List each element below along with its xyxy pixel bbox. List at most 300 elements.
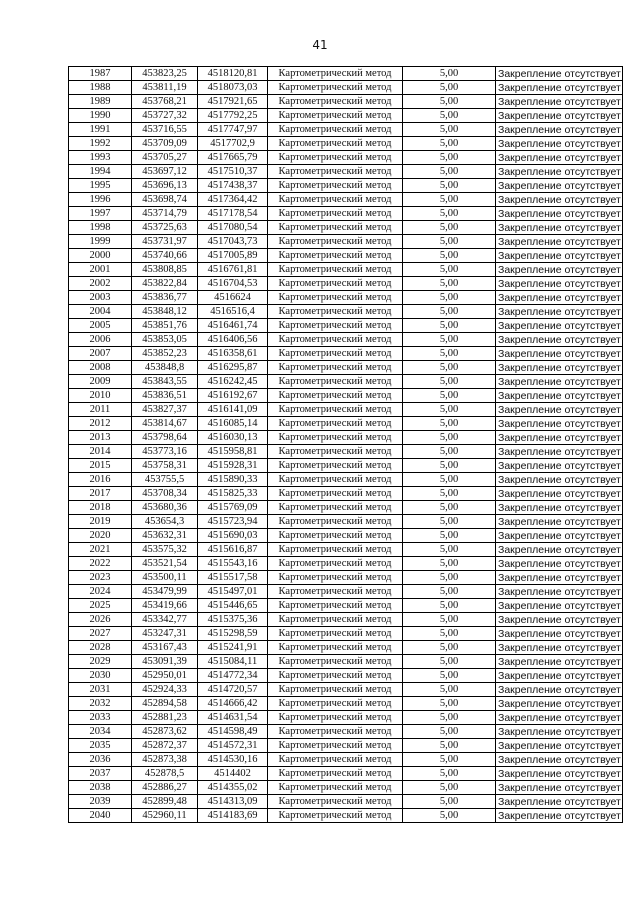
point-number-cell: 1998 — [69, 221, 132, 235]
y-coordinate-cell: 4514631,54 — [198, 711, 268, 725]
table-row — [69, 515, 623, 529]
y-coordinate-cell: 4514598,49 — [198, 725, 268, 739]
point-number-cell: 2001 — [69, 263, 132, 277]
point-number-cell: 2015 — [69, 459, 132, 473]
accuracy-cell: 5,00 — [403, 417, 496, 431]
point-number-cell: 2016 — [69, 473, 132, 487]
fixation-cell: Закрепление отсутствует — [496, 529, 623, 543]
point-number-cell: 2003 — [69, 291, 132, 305]
method-cell: Картометрический метод — [268, 487, 403, 501]
accuracy-cell: 5,00 — [403, 375, 496, 389]
method-cell: Картометрический метод — [268, 529, 403, 543]
table-row — [69, 319, 623, 333]
table-row — [69, 683, 623, 697]
table-row — [69, 613, 623, 627]
x-coordinate-cell: 452872,37 — [132, 739, 198, 753]
point-number-cell: 2013 — [69, 431, 132, 445]
y-coordinate-cell: 4517792,25 — [198, 109, 268, 123]
fixation-cell: Закрепление отсутствует — [496, 235, 623, 249]
x-coordinate-cell: 452960,11 — [132, 809, 198, 823]
fixation-cell: Закрепление отсутствует — [496, 179, 623, 193]
y-coordinate-cell: 4517005,89 — [198, 249, 268, 263]
method-cell: Картометрический метод — [268, 627, 403, 641]
x-coordinate-cell: 453708,34 — [132, 487, 198, 501]
table-row — [69, 641, 623, 655]
method-cell: Картометрический метод — [268, 333, 403, 347]
x-coordinate-cell: 453709,09 — [132, 137, 198, 151]
table-row — [69, 95, 623, 109]
accuracy-cell: 5,00 — [403, 221, 496, 235]
method-cell: Картометрический метод — [268, 305, 403, 319]
x-coordinate-cell: 453852,23 — [132, 347, 198, 361]
accuracy-cell: 5,00 — [403, 669, 496, 683]
accuracy-cell: 5,00 — [403, 277, 496, 291]
accuracy-cell: 5,00 — [403, 767, 496, 781]
table-row — [69, 669, 623, 683]
method-cell: Картометрический метод — [268, 459, 403, 473]
table-row — [69, 165, 623, 179]
accuracy-cell: 5,00 — [403, 655, 496, 669]
y-coordinate-cell: 4514313,09 — [198, 795, 268, 809]
accuracy-cell: 5,00 — [403, 305, 496, 319]
y-coordinate-cell: 4514666,42 — [198, 697, 268, 711]
x-coordinate-cell: 453853,05 — [132, 333, 198, 347]
method-cell: Картометрический метод — [268, 375, 403, 389]
y-coordinate-cell: 4516358,61 — [198, 347, 268, 361]
accuracy-cell: 5,00 — [403, 627, 496, 641]
y-coordinate-cell: 4515517,58 — [198, 571, 268, 585]
table-row — [69, 123, 623, 137]
point-number-cell: 2012 — [69, 417, 132, 431]
fixation-cell: Закрепление отсутствует — [496, 739, 623, 753]
x-coordinate-cell: 453773,16 — [132, 445, 198, 459]
x-coordinate-cell: 453823,25 — [132, 67, 198, 81]
accuracy-cell: 5,00 — [403, 697, 496, 711]
method-cell: Картометрический метод — [268, 151, 403, 165]
y-coordinate-cell: 4518073,03 — [198, 81, 268, 95]
x-coordinate-cell: 453731,97 — [132, 235, 198, 249]
method-cell: Картометрический метод — [268, 697, 403, 711]
x-coordinate-cell: 453247,31 — [132, 627, 198, 641]
x-coordinate-cell: 453843,55 — [132, 375, 198, 389]
x-coordinate-cell: 452873,38 — [132, 753, 198, 767]
table-row — [69, 809, 623, 823]
accuracy-cell: 5,00 — [403, 515, 496, 529]
y-coordinate-cell: 4514355,02 — [198, 781, 268, 795]
table-row — [69, 389, 623, 403]
fixation-cell: Закрепление отсутствует — [496, 459, 623, 473]
table-row — [69, 725, 623, 739]
y-coordinate-cell: 4517747,97 — [198, 123, 268, 137]
y-coordinate-cell: 4516030,13 — [198, 431, 268, 445]
x-coordinate-cell: 452899,48 — [132, 795, 198, 809]
accuracy-cell: 5,00 — [403, 389, 496, 403]
y-coordinate-cell: 4515769,09 — [198, 501, 268, 515]
point-number-cell: 2026 — [69, 613, 132, 627]
accuracy-cell: 5,00 — [403, 361, 496, 375]
point-number-cell: 2036 — [69, 753, 132, 767]
accuracy-cell: 5,00 — [403, 109, 496, 123]
accuracy-cell: 5,00 — [403, 641, 496, 655]
point-number-cell: 1991 — [69, 123, 132, 137]
x-coordinate-cell: 452924,33 — [132, 683, 198, 697]
table-row — [69, 767, 623, 781]
method-cell: Картометрический метод — [268, 501, 403, 515]
method-cell: Картометрический метод — [268, 221, 403, 235]
point-number-cell: 2014 — [69, 445, 132, 459]
y-coordinate-cell: 4514720,57 — [198, 683, 268, 697]
y-coordinate-cell: 4515616,87 — [198, 543, 268, 557]
point-number-cell: 2040 — [69, 809, 132, 823]
point-number-cell: 2008 — [69, 361, 132, 375]
point-number-cell: 2038 — [69, 781, 132, 795]
table-row — [69, 557, 623, 571]
fixation-cell: Закрепление отсутствует — [496, 403, 623, 417]
fixation-cell: Закрепление отсутствует — [496, 473, 623, 487]
table-row — [69, 249, 623, 263]
accuracy-cell: 5,00 — [403, 529, 496, 543]
y-coordinate-cell: 4515825,33 — [198, 487, 268, 501]
table-row — [69, 585, 623, 599]
point-number-cell: 1995 — [69, 179, 132, 193]
method-cell: Картометрический метод — [268, 585, 403, 599]
accuracy-cell: 5,00 — [403, 263, 496, 277]
x-coordinate-cell: 453705,27 — [132, 151, 198, 165]
y-coordinate-cell: 4518120,81 — [198, 67, 268, 81]
method-cell: Картометрический метод — [268, 669, 403, 683]
fixation-cell: Закрепление отсутствует — [496, 151, 623, 165]
y-coordinate-cell: 4517043,73 — [198, 235, 268, 249]
method-cell: Картометрический метод — [268, 711, 403, 725]
table-row — [69, 417, 623, 431]
point-number-cell: 1992 — [69, 137, 132, 151]
table-row — [69, 179, 623, 193]
table-row — [69, 459, 623, 473]
accuracy-cell: 5,00 — [403, 473, 496, 487]
method-cell: Картометрический метод — [268, 235, 403, 249]
point-number-cell: 2023 — [69, 571, 132, 585]
fixation-cell: Закрепление отсутствует — [496, 641, 623, 655]
fixation-cell: Закрепление отсутствует — [496, 165, 623, 179]
method-cell: Картометрический метод — [268, 81, 403, 95]
method-cell: Картометрический метод — [268, 557, 403, 571]
point-number-cell: 2005 — [69, 319, 132, 333]
fixation-cell: Закрепление отсутствует — [496, 655, 623, 669]
x-coordinate-cell: 453696,13 — [132, 179, 198, 193]
accuracy-cell: 5,00 — [403, 67, 496, 81]
y-coordinate-cell: 4516242,45 — [198, 375, 268, 389]
x-coordinate-cell: 452886,27 — [132, 781, 198, 795]
y-coordinate-cell: 4514772,34 — [198, 669, 268, 683]
y-coordinate-cell: 4514572,31 — [198, 739, 268, 753]
y-coordinate-cell: 4515446,65 — [198, 599, 268, 613]
fixation-cell: Закрепление отсутствует — [496, 809, 623, 823]
table-row — [69, 403, 623, 417]
table-row — [69, 235, 623, 249]
fixation-cell: Закрепление отсутствует — [496, 347, 623, 361]
x-coordinate-cell: 453836,77 — [132, 291, 198, 305]
x-coordinate-cell: 453827,37 — [132, 403, 198, 417]
fixation-cell: Закрепление отсутствует — [496, 207, 623, 221]
y-coordinate-cell: 4517921,65 — [198, 95, 268, 109]
fixation-cell: Закрепление отсутствует — [496, 95, 623, 109]
y-coordinate-cell: 4516295,87 — [198, 361, 268, 375]
y-coordinate-cell: 4515928,31 — [198, 459, 268, 473]
point-number-cell: 1996 — [69, 193, 132, 207]
accuracy-cell: 5,00 — [403, 711, 496, 725]
x-coordinate-cell: 453698,74 — [132, 193, 198, 207]
accuracy-cell: 5,00 — [403, 193, 496, 207]
fixation-cell: Закрепление отсутствует — [496, 781, 623, 795]
method-cell: Картометрический метод — [268, 683, 403, 697]
fixation-cell: Закрепление отсутствует — [496, 277, 623, 291]
x-coordinate-cell: 453342,77 — [132, 613, 198, 627]
point-number-cell: 2028 — [69, 641, 132, 655]
table-row — [69, 627, 623, 641]
table-row — [69, 305, 623, 319]
method-cell: Картометрический метод — [268, 515, 403, 529]
x-coordinate-cell: 452873,62 — [132, 725, 198, 739]
method-cell: Картометрический метод — [268, 543, 403, 557]
accuracy-cell: 5,00 — [403, 543, 496, 557]
point-number-cell: 1988 — [69, 81, 132, 95]
point-number-cell: 2032 — [69, 697, 132, 711]
coordinates-table — [68, 66, 623, 823]
x-coordinate-cell: 453727,32 — [132, 109, 198, 123]
method-cell: Картометрический метод — [268, 473, 403, 487]
fixation-cell: Закрепление отсутствует — [496, 697, 623, 711]
method-cell: Картометрический метод — [268, 95, 403, 109]
table-row — [69, 697, 623, 711]
accuracy-cell: 5,00 — [403, 333, 496, 347]
point-number-cell: 2037 — [69, 767, 132, 781]
x-coordinate-cell: 453848,8 — [132, 361, 198, 375]
method-cell: Картометрический метод — [268, 123, 403, 137]
point-number-cell: 1994 — [69, 165, 132, 179]
point-number-cell: 2004 — [69, 305, 132, 319]
fixation-cell: Закрепление отсутствует — [496, 81, 623, 95]
fixation-cell: Закрепление отсутствует — [496, 501, 623, 515]
x-coordinate-cell: 453500,11 — [132, 571, 198, 585]
fixation-cell: Закрепление отсутствует — [496, 263, 623, 277]
point-number-cell: 1987 — [69, 67, 132, 81]
fixation-cell: Закрепление отсутствует — [496, 753, 623, 767]
table-row — [69, 361, 623, 375]
y-coordinate-cell: 4517510,37 — [198, 165, 268, 179]
y-coordinate-cell: 4517438,37 — [198, 179, 268, 193]
y-coordinate-cell: 4517702,9 — [198, 137, 268, 151]
point-number-cell: 2002 — [69, 277, 132, 291]
y-coordinate-cell: 4516461,74 — [198, 319, 268, 333]
table-row — [69, 445, 623, 459]
fixation-cell: Закрепление отсутствует — [496, 571, 623, 585]
method-cell: Картометрический метод — [268, 641, 403, 655]
accuracy-cell: 5,00 — [403, 725, 496, 739]
point-number-cell: 2035 — [69, 739, 132, 753]
x-coordinate-cell: 453836,51 — [132, 389, 198, 403]
fixation-cell: Закрепление отсутствует — [496, 445, 623, 459]
table-row — [69, 529, 623, 543]
y-coordinate-cell: 4515958,81 — [198, 445, 268, 459]
accuracy-cell: 5,00 — [403, 781, 496, 795]
accuracy-cell: 5,00 — [403, 179, 496, 193]
fixation-cell: Закрепление отсутствует — [496, 767, 623, 781]
fixation-cell: Закрепление отсутствует — [496, 669, 623, 683]
accuracy-cell: 5,00 — [403, 207, 496, 221]
x-coordinate-cell: 453521,54 — [132, 557, 198, 571]
method-cell: Картометрический метод — [268, 767, 403, 781]
accuracy-cell: 5,00 — [403, 235, 496, 249]
fixation-cell: Закрепление отсутствует — [496, 123, 623, 137]
y-coordinate-cell: 4516516,4 — [198, 305, 268, 319]
table-row — [69, 473, 623, 487]
method-cell: Картометрический метод — [268, 389, 403, 403]
point-number-cell: 2009 — [69, 375, 132, 389]
point-number-cell: 2034 — [69, 725, 132, 739]
y-coordinate-cell: 4517665,79 — [198, 151, 268, 165]
x-coordinate-cell: 453758,31 — [132, 459, 198, 473]
fixation-cell: Закрепление отсутствует — [496, 109, 623, 123]
point-number-cell: 1997 — [69, 207, 132, 221]
y-coordinate-cell: 4516141,09 — [198, 403, 268, 417]
fixation-cell: Закрепление отсутствует — [496, 431, 623, 445]
point-number-cell: 1993 — [69, 151, 132, 165]
method-cell: Картометрический метод — [268, 445, 403, 459]
method-cell: Картометрический метод — [268, 571, 403, 585]
x-coordinate-cell: 452881,23 — [132, 711, 198, 725]
table-row — [69, 543, 623, 557]
table-row — [69, 375, 623, 389]
y-coordinate-cell: 4515241,91 — [198, 641, 268, 655]
accuracy-cell: 5,00 — [403, 403, 496, 417]
method-cell: Картометрический метод — [268, 599, 403, 613]
point-number-cell: 2039 — [69, 795, 132, 809]
table-row — [69, 655, 623, 669]
fixation-cell: Закрепление отсутствует — [496, 557, 623, 571]
x-coordinate-cell: 453851,76 — [132, 319, 198, 333]
y-coordinate-cell: 4516624 — [198, 291, 268, 305]
y-coordinate-cell: 4516761,81 — [198, 263, 268, 277]
point-number-cell: 1990 — [69, 109, 132, 123]
method-cell: Картометрический метод — [268, 403, 403, 417]
x-coordinate-cell: 453714,79 — [132, 207, 198, 221]
table-row — [69, 277, 623, 291]
method-cell: Картометрический метод — [268, 67, 403, 81]
accuracy-cell: 5,00 — [403, 487, 496, 501]
fixation-cell: Закрепление отсутствует — [496, 795, 623, 809]
method-cell: Картометрический метод — [268, 277, 403, 291]
accuracy-cell: 5,00 — [403, 151, 496, 165]
table-row — [69, 599, 623, 613]
table-row — [69, 263, 623, 277]
x-coordinate-cell: 453697,12 — [132, 165, 198, 179]
fixation-cell: Закрепление отсутствует — [496, 585, 623, 599]
point-number-cell: 2027 — [69, 627, 132, 641]
y-coordinate-cell: 4515543,16 — [198, 557, 268, 571]
x-coordinate-cell: 453822,84 — [132, 277, 198, 291]
table-row — [69, 501, 623, 515]
fixation-cell: Закрепление отсутствует — [496, 361, 623, 375]
method-cell: Картометрический метод — [268, 165, 403, 179]
fixation-cell: Закрепление отсутствует — [496, 137, 623, 151]
x-coordinate-cell: 453575,32 — [132, 543, 198, 557]
method-cell: Картометрический метод — [268, 361, 403, 375]
x-coordinate-cell: 452950,01 — [132, 669, 198, 683]
accuracy-cell: 5,00 — [403, 137, 496, 151]
x-coordinate-cell: 453479,99 — [132, 585, 198, 599]
table-row — [69, 431, 623, 445]
point-number-cell: 2029 — [69, 655, 132, 669]
accuracy-cell: 5,00 — [403, 347, 496, 361]
method-cell: Картометрический метод — [268, 249, 403, 263]
accuracy-cell: 5,00 — [403, 753, 496, 767]
x-coordinate-cell: 453798,64 — [132, 431, 198, 445]
fixation-cell: Закрепление отсутствует — [496, 613, 623, 627]
method-cell: Картометрический метод — [268, 613, 403, 627]
fixation-cell: Закрепление отсутствует — [496, 305, 623, 319]
table-row — [69, 81, 623, 95]
method-cell: Картометрический метод — [268, 137, 403, 151]
x-coordinate-cell: 453755,5 — [132, 473, 198, 487]
method-cell: Картометрический метод — [268, 725, 403, 739]
y-coordinate-cell: 4516704,53 — [198, 277, 268, 291]
method-cell: Картометрический метод — [268, 417, 403, 431]
table-row — [69, 333, 623, 347]
x-coordinate-cell: 453632,31 — [132, 529, 198, 543]
y-coordinate-cell: 4515890,33 — [198, 473, 268, 487]
accuracy-cell: 5,00 — [403, 81, 496, 95]
y-coordinate-cell: 4515375,36 — [198, 613, 268, 627]
page-number: 41 — [312, 38, 328, 52]
y-coordinate-cell: 4515690,03 — [198, 529, 268, 543]
accuracy-cell: 5,00 — [403, 95, 496, 109]
table-body — [69, 67, 623, 823]
table-row — [69, 109, 623, 123]
accuracy-cell: 5,00 — [403, 459, 496, 473]
fixation-cell: Закрепление отсутствует — [496, 711, 623, 725]
accuracy-cell: 5,00 — [403, 319, 496, 333]
accuracy-cell: 5,00 — [403, 739, 496, 753]
accuracy-cell: 5,00 — [403, 501, 496, 515]
accuracy-cell: 5,00 — [403, 445, 496, 459]
accuracy-cell: 5,00 — [403, 249, 496, 263]
fixation-cell: Закрепление отсутствует — [496, 599, 623, 613]
x-coordinate-cell: 453091,39 — [132, 655, 198, 669]
x-coordinate-cell: 453167,43 — [132, 641, 198, 655]
x-coordinate-cell: 452878,5 — [132, 767, 198, 781]
table-row — [69, 67, 623, 81]
method-cell: Картометрический метод — [268, 739, 403, 753]
point-number-cell: 2024 — [69, 585, 132, 599]
x-coordinate-cell: 453811,19 — [132, 81, 198, 95]
fixation-cell: Закрепление отсутствует — [496, 417, 623, 431]
x-coordinate-cell: 453654,3 — [132, 515, 198, 529]
fixation-cell: Закрепление отсутствует — [496, 249, 623, 263]
point-number-cell: 2030 — [69, 669, 132, 683]
point-number-cell: 2025 — [69, 599, 132, 613]
point-number-cell: 1989 — [69, 95, 132, 109]
fixation-cell: Закрепление отсутствует — [496, 291, 623, 305]
point-number-cell: 2010 — [69, 389, 132, 403]
table-row — [69, 795, 623, 809]
table-row — [69, 739, 623, 753]
y-coordinate-cell: 4514530,16 — [198, 753, 268, 767]
x-coordinate-cell: 453768,21 — [132, 95, 198, 109]
fixation-cell: Закрепление отсутствует — [496, 627, 623, 641]
y-coordinate-cell: 4516406,56 — [198, 333, 268, 347]
fixation-cell: Закрепление отсутствует — [496, 375, 623, 389]
accuracy-cell: 5,00 — [403, 291, 496, 305]
